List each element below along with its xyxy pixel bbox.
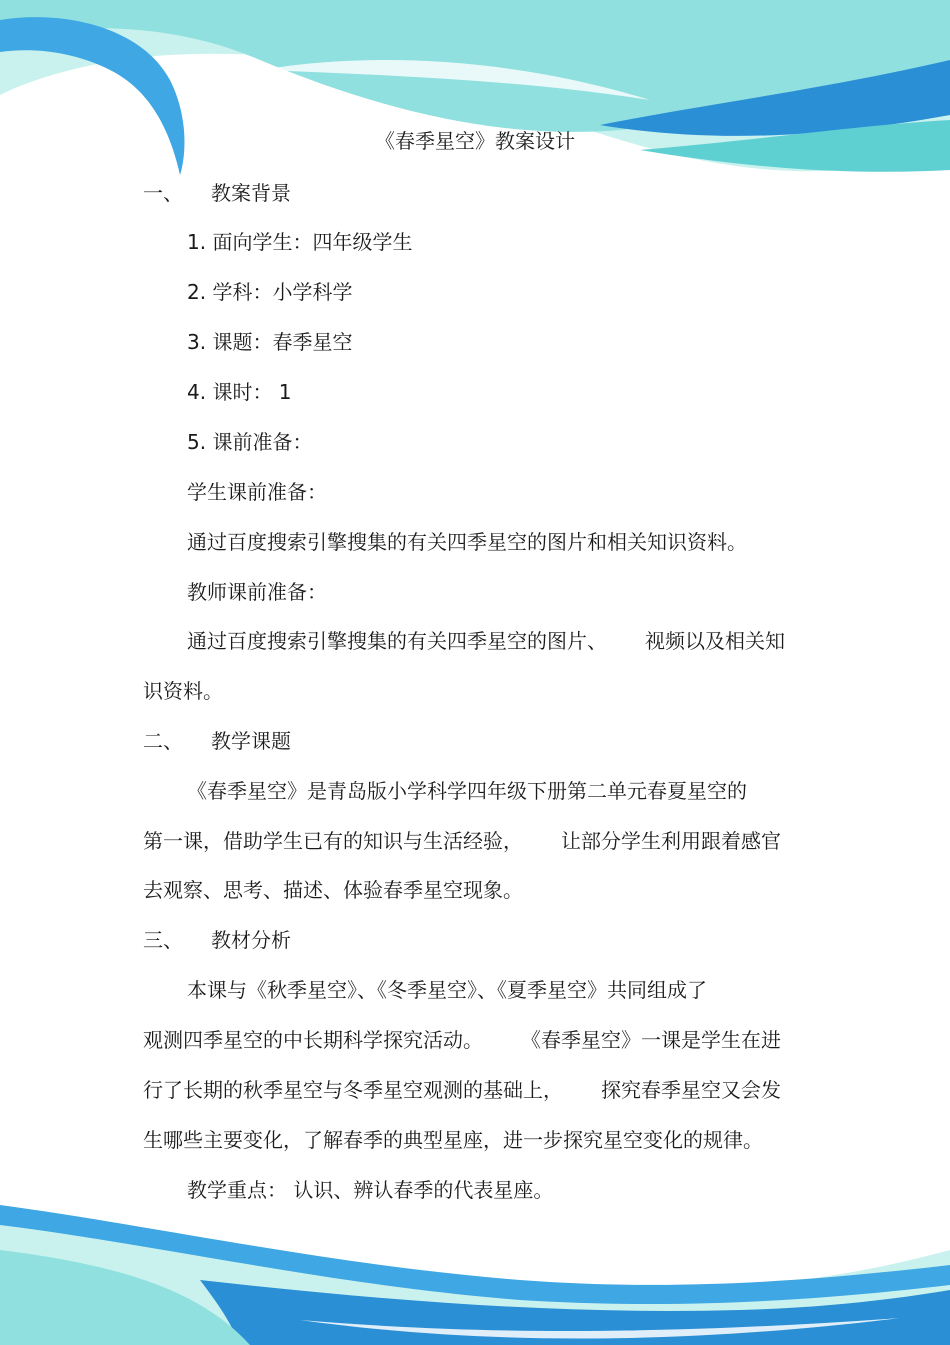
section-1-heading — [143, 180, 291, 206]
section-3-heading — [143, 927, 291, 953]
section-3-title: 教材分析 — [211, 928, 291, 952]
paragraph-line: 生哪些主要变化，了解春季的典型星座，进一步探究星空变化的规律。 — [143, 1128, 763, 1152]
list-item — [187, 279, 352, 305]
paragraph-line — [143, 828, 781, 854]
section-1-title: 教案背景 — [211, 181, 291, 205]
list-item-number: 1. — [187, 230, 207, 254]
list-item-text: 学科：小学科学 — [212, 280, 353, 304]
paragraph-part: 《春季星空》一课是学生在进 — [521, 1028, 781, 1052]
list-item — [187, 379, 292, 405]
list-item — [187, 329, 352, 355]
list-item-number: 4. — [187, 380, 207, 404]
section-2-heading — [143, 728, 291, 754]
paragraph-part: 观测四季星空的中长期科学探究活动。 — [143, 1028, 483, 1052]
student-prep-text: 通过百度搜索引擎搜集的有关四季星空的图片和相关知识资料。 — [187, 530, 747, 554]
paragraph-part: 探究春季星空又会发 — [601, 1078, 781, 1102]
paragraph-part: 第一课，借助学生已有的知识与生活经验， — [143, 829, 523, 853]
teacher-prep-text — [187, 628, 785, 654]
teacher-prep-text-part: 视频以及相关知 — [645, 629, 785, 653]
section-2-title: 教学课题 — [211, 729, 291, 753]
section-2-number: 二、 — [143, 729, 183, 753]
paragraph-part: 行了长期的秋季星空与冬季星空观测的基础上， — [143, 1078, 563, 1102]
teacher-prep-text-cont: 识资料。 — [143, 679, 223, 703]
section-1-number: 一、 — [143, 181, 183, 205]
student-prep-label: 学生课前准备： — [187, 480, 327, 504]
list-item-text: 课题：春季星空 — [212, 330, 353, 354]
list-item-text: 课前准备： — [212, 430, 313, 454]
paragraph-line: 去观察、思考、描述、体验春季星空现象。 — [143, 878, 523, 902]
list-item-text: 面向学生：四年级学生 — [212, 230, 413, 254]
list-item-number: 2. — [187, 280, 207, 304]
document-title: 《春季星空》教案设计 — [375, 129, 575, 153]
paragraph-line: 本课与《秋季星空》、《冬季星空》、《夏季星空》共同组成了 — [187, 978, 707, 1002]
paragraph-line — [143, 1077, 781, 1103]
section-3-number: 三、 — [143, 928, 183, 952]
list-item-text: 课时： 1 — [212, 380, 292, 404]
paragraph-part: 让部分学生利用跟着感官 — [561, 829, 781, 853]
teacher-prep-text-part: 通过百度搜索引擎搜集的有关四季星空的图片、 — [187, 629, 607, 653]
paragraph-line — [143, 1027, 781, 1053]
list-item-number: 5. — [187, 430, 207, 454]
teacher-prep-label: 教师课前准备： — [187, 580, 327, 604]
paragraph-line: 《春季星空》是青岛版小学科学四年级下册第二单元春夏星空的 — [187, 779, 747, 803]
list-item — [187, 229, 412, 255]
list-item — [187, 429, 312, 455]
teaching-focus: 教学重点： 认识、辨认春季的代表星座。 — [187, 1178, 554, 1202]
list-item-number: 3. — [187, 330, 207, 354]
